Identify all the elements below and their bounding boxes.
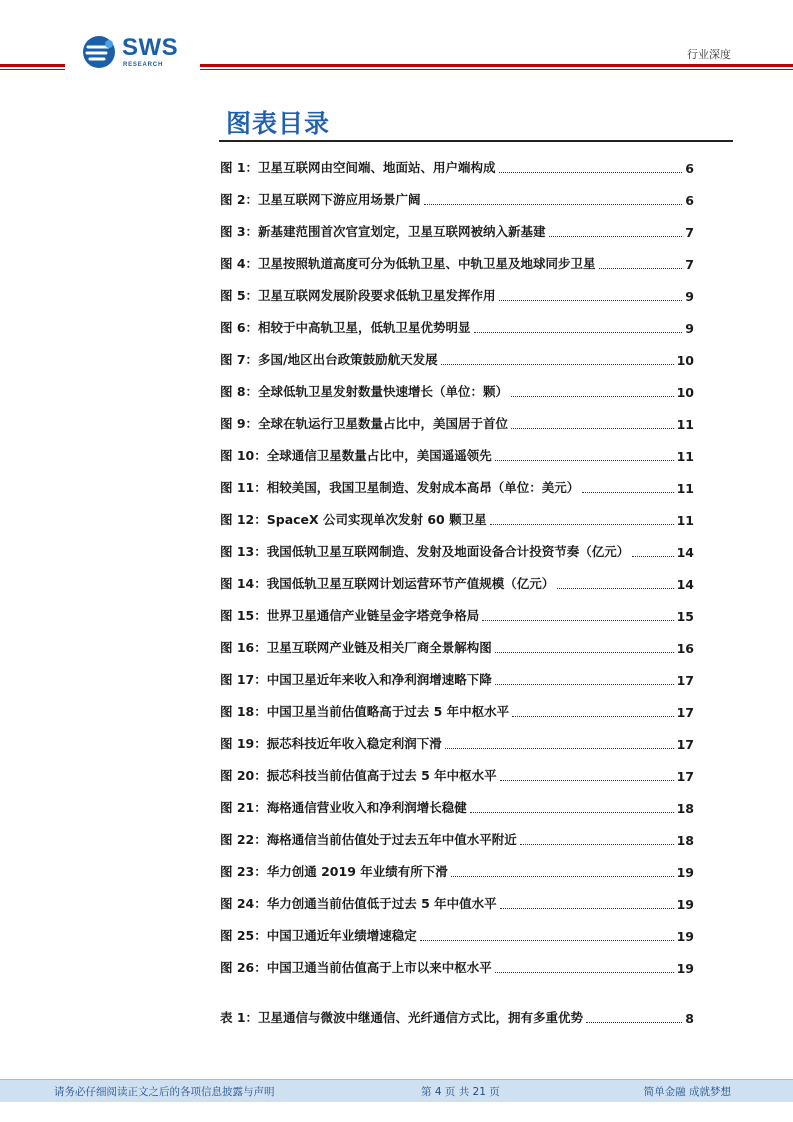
toc-entry-page: 18: [676, 833, 694, 848]
toc-entry-page: 11: [676, 417, 694, 432]
toc-entry[interactable]: [220, 756, 694, 788]
toc-entry-page: 6: [685, 161, 694, 176]
toc-leader-dots: [490, 524, 674, 525]
toc-entry[interactable]: [220, 692, 694, 724]
title-underline: [219, 140, 733, 142]
toc-entry-label: 图 23：华力创通 2019 年业绩有所下滑: [220, 864, 448, 879]
toc-entry-label: 图 11：相较美国，我国卫星制造、发射成本高昂（单位：美元）: [220, 480, 580, 495]
toc-entry-page: 7: [685, 225, 694, 240]
toc-entry-label: 图 18：中国卫星当前估值略高于过去 5 年中枢水平: [220, 704, 510, 719]
toc-entry-page: 10: [676, 385, 694, 400]
toc-entry[interactable]: [220, 916, 694, 948]
toc-leader-dots: [495, 684, 674, 685]
toc-leader-dots: [470, 812, 674, 813]
toc-leader-dots: [586, 1022, 682, 1023]
toc-entry-page: 18: [676, 801, 694, 816]
toc-leader-dots: [632, 556, 673, 557]
toc-entry[interactable]: [220, 596, 694, 628]
toc-entry[interactable]: [220, 340, 694, 372]
toc-entry[interactable]: [220, 244, 694, 276]
header-rule-left-thin: [0, 69, 65, 70]
toc-leader-dots: [495, 972, 674, 973]
header-rule-right: [200, 64, 793, 67]
toc-entry[interactable]: [220, 660, 694, 692]
toc-entry-page: 17: [676, 705, 694, 720]
toc-entry-page: 17: [676, 737, 694, 752]
logo-main-text: SWS: [122, 34, 179, 61]
toc-entry-page: 10: [676, 353, 694, 368]
toc-entry[interactable]: [220, 564, 694, 596]
toc-entry-label: 图 15：世界卫星通信产业链呈金字塔竞争格局: [220, 608, 480, 623]
toc-entry-page: 11: [676, 449, 694, 464]
toc-leader-dots: [511, 428, 674, 429]
toc-entry-label: 图 13：我国低轨卫星互联网制造、发射及地面设备合计投资节奏（亿元）: [220, 544, 630, 559]
toc-entry-page: 16: [676, 641, 694, 656]
toc-entry[interactable]: [220, 212, 694, 244]
toc-leader-dots: [557, 588, 673, 589]
toc-entry-label: 图 19：振芯科技近年收入稳定利润下滑: [220, 736, 442, 751]
header-rule-right-thin: [200, 69, 793, 70]
toc-leader-dots: [511, 396, 674, 397]
toc-entry-page: 8: [685, 1011, 694, 1026]
sws-logo-icon: [82, 35, 116, 69]
toc-entry-page: 19: [676, 929, 694, 944]
figure-list: [220, 148, 694, 980]
toc-entry-page: 7: [685, 257, 694, 272]
toc-entry[interactable]: [220, 788, 694, 820]
page-title: 图表目录: [226, 109, 331, 138]
toc-leader-dots: [495, 652, 674, 653]
toc-entry[interactable]: [220, 404, 694, 436]
toc-entry-label: 图 12：SpaceX 公司实现单次发射 60 颗卫星: [220, 512, 487, 527]
toc-entry-label: 图 8：全球低轨卫星发射数量快速增长（单位：颗）: [220, 384, 509, 399]
page-number: 第 4 页 共 21 页: [421, 1086, 500, 1098]
toc-entry-label: 图 26：中国卫通当前估值高于上市以来中枢水平: [220, 960, 492, 975]
footer-disclaimer: 请务必仔细阅读正文之后的各项信息披露与声明: [54, 1086, 275, 1098]
toc-entry-label: 图 22：海格通信当前估值处于过去五年中值水平附近: [220, 832, 517, 847]
toc-leader-dots: [474, 332, 683, 333]
toc-entry-label: 表 1：卫星通信与微波中继通信、光纤通信方式比，拥有多重优势: [220, 1010, 584, 1025]
report-type-tag: 行业深度: [687, 48, 731, 61]
toc-entry-page: 9: [685, 289, 694, 304]
toc-entry-label: 图 20：振芯科技当前估值高于过去 5 年中枢水平: [220, 768, 497, 783]
toc-entry[interactable]: [220, 436, 694, 468]
page-footer: [0, 1079, 793, 1102]
header-rule-left: [0, 64, 65, 67]
toc-entry-label: 图 16：卫星互联网产业链及相关厂商全景解构图: [220, 640, 492, 655]
toc-entry-label: 图 6：相较于中高轨卫星，低轨卫星优势明显: [220, 320, 471, 335]
toc-leader-dots: [499, 300, 683, 301]
page-header: [0, 0, 793, 80]
toc-entry-label: 图 4：卫星按照轨道高度可分为低轨卫星、中轨卫星及地球同步卫星: [220, 256, 596, 271]
toc-entry[interactable]: [220, 468, 694, 500]
toc-leader-dots: [500, 780, 674, 781]
toc-entry[interactable]: [220, 884, 694, 916]
sws-logo: [82, 32, 178, 72]
toc-entry-page: 19: [676, 865, 694, 880]
toc-leader-dots: [549, 236, 683, 237]
toc-entry[interactable]: [220, 852, 694, 884]
toc-entry[interactable]: [220, 276, 694, 308]
toc-entry[interactable]: [220, 948, 694, 980]
toc-entry-label: 图 17：中国卫星近年来收入和净利润增速略下降: [220, 672, 492, 687]
toc-entry[interactable]: [220, 628, 694, 660]
toc-leader-dots: [420, 940, 674, 941]
toc-entry-label: 图 1：卫星互联网由空间端、地面站、用户端构成: [220, 160, 496, 175]
toc-entry-page: 11: [676, 513, 694, 528]
toc-entry[interactable]: [220, 998, 694, 1030]
logo-sub-text: RESEARCH: [123, 62, 164, 68]
toc-entry[interactable]: [220, 500, 694, 532]
toc-entry-label: 图 9：全球在轨运行卫星数量占比中，美国居于首位: [220, 416, 509, 431]
toc-entry-label: 图 7：多国/地区出台政策鼓励航天发展: [220, 352, 438, 367]
toc-leader-dots: [451, 876, 674, 877]
toc-entry-page: 17: [676, 673, 694, 688]
toc-entry[interactable]: [220, 820, 694, 852]
toc-entry-label: 图 5：卫星互联网发展阶段要求低轨卫星发挥作用: [220, 288, 496, 303]
toc-leader-dots: [482, 620, 673, 621]
toc-leader-dots: [512, 716, 673, 717]
toc-entry-page: 17: [676, 769, 694, 784]
toc-entry-page: 6: [685, 193, 694, 208]
toc-entry[interactable]: [220, 532, 694, 564]
toc-leader-dots: [582, 492, 673, 493]
footer-slogan: 简单金融 成就梦想: [643, 1086, 731, 1098]
table-list: [220, 998, 694, 1030]
toc-entry-page: 19: [676, 961, 694, 976]
toc-entry-label: 图 14：我国低轨卫星互联网计划运营环节产值规模（亿元）: [220, 576, 555, 591]
toc-entry-page: 11: [676, 481, 694, 496]
toc-entry-page: 14: [676, 577, 694, 592]
toc-entry-label: 图 3：新基建范围首次官宣划定，卫星互联网被纳入新基建: [220, 224, 546, 239]
toc-leader-dots: [520, 844, 674, 845]
toc-entry-label: 图 21：海格通信营业收入和净利润增长稳健: [220, 800, 467, 815]
toc-leader-dots: [499, 172, 683, 173]
toc-leader-dots: [500, 908, 674, 909]
toc-entry-page: 15: [676, 609, 694, 624]
toc-leader-dots: [599, 268, 683, 269]
toc-entry-label: 图 25：中国卫通近年业绩增速稳定: [220, 928, 417, 943]
toc-entry-label: 图 24：华力创通当前估值低于过去 5 年中值水平: [220, 896, 497, 911]
toc-entry-label: 图 2：卫星互联网下游应用场景广阔: [220, 192, 421, 207]
toc-entry[interactable]: [220, 372, 694, 404]
toc-entry[interactable]: [220, 148, 694, 180]
toc-entry-page: 19: [676, 897, 694, 912]
toc-entry-label: 图 10：全球通信卫星数量占比中，美国遥遥领先: [220, 448, 492, 463]
toc-entry[interactable]: [220, 308, 694, 340]
toc-entry[interactable]: [220, 724, 694, 756]
toc-entry-page: 14: [676, 545, 694, 560]
toc-leader-dots: [445, 748, 674, 749]
toc-leader-dots: [424, 204, 683, 205]
toc-leader-dots: [441, 364, 674, 365]
toc-leader-dots: [495, 460, 674, 461]
toc-entry[interactable]: [220, 180, 694, 212]
toc-entry-page: 9: [685, 321, 694, 336]
